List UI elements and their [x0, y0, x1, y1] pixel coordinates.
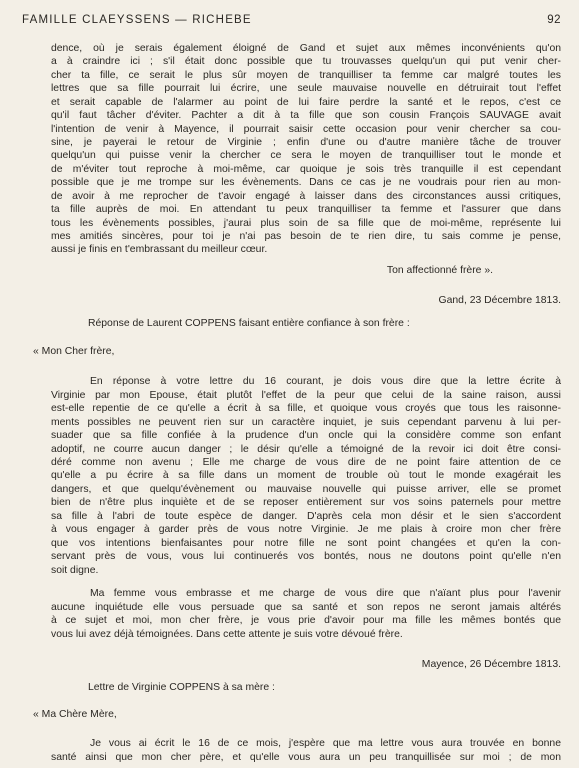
text-line: aucune inquiétude elle vous persuade que sa santé et son repos ne seront jamais altérés	[51, 602, 561, 613]
text-line: soit digne.	[51, 565, 99, 576]
text-line: Ma femme vous embrasse et me charge de vous dire que n'aïant plus pour l'avenir	[90, 588, 561, 599]
section-heading: Réponse de Laurent COPPENS faisant entière confiance à son frère :	[88, 318, 410, 329]
text-line: vous lui avez déjà témoignées. Dans cette attente je suis votre dévoué frère.	[51, 629, 403, 640]
text-line: bien de n'être plus inquiète et de se reposer entièrement sur vos soins paternels pour mettre	[51, 497, 561, 508]
running-title: FAMILLE CLAEYSSENS — RICHEBE	[22, 14, 252, 26]
letter-date: Gand, 23 Décembre 1813.	[438, 295, 561, 306]
text-line: cher ta fille, ce serait le plus sûr moyen de tranquilliser ta femme car malgré toutes les	[51, 70, 561, 81]
text-line: que vos intentions bienfaisantes pour notre fille ne sont point changées et qu'en la con-	[51, 538, 561, 549]
text-line: mes amitiés sincères, pour toi je n'ai pas besoin de te rien dire, tu sais comme je pense,	[51, 231, 561, 242]
text-line: dence, où je serais également éloigné de Gand et sujet aux mêmes inconvénients qu'on	[51, 43, 561, 54]
text-line: servant près de vous, vous lui continuerés vos bontés, nous ne doutons point qu'elle n'en	[51, 551, 561, 562]
text-line: ta fille auprès de moi. En attendant tu peux tranquilliser ta femme et l'assurer que dans	[51, 204, 561, 215]
text-line: suader que sa fille confiée à la prudence d'un oncle qui la considère comme son enfant	[51, 430, 561, 441]
text-line: est-elle repentie de ce qu'elle a écrit à sa fille, et quoique vous croyés que tous les raisonne-	[51, 403, 561, 414]
text-line: adoptif, ne courre aucun danger ; le désir qu'elle a témoigné de la revoir ici doit être consi-	[51, 444, 561, 455]
text-line: et serait capable de l'alarmer au point de lui faire perdre la santé et le repos, c'est ce	[51, 97, 561, 108]
text-line: qu'il faut tâcher d'éviter. Pachter a dit à ta fille que son cousin François SAUVAGE avait	[51, 110, 561, 121]
text-line: sine, je payerai le retour de Virginie ; enfin d'une ou d'autre manière tâche de trouver	[51, 137, 561, 148]
text-line: sa fille à l'abri de toute espèce de danger. D'après cela mon désir et le sien s'accordent	[51, 511, 561, 522]
section-heading: Lettre de Virginie COPPENS à sa mère :	[88, 682, 275, 693]
text-line: santé ainsi que mon cher père, et qu'elle vous aura un peu tranquillisée sur moi ; de mon	[51, 752, 561, 763]
text-line: tous les évènements possibles, j'aurai plus soin de sa fille que de moi-même, représente lui	[51, 218, 561, 229]
text-line: à vous engager à garder près de vous notre Virginie. Je me plais à croire mon cher frère	[51, 524, 561, 535]
letter-date: Mayence, 26 Décembre 1813.	[421, 659, 561, 670]
text-line: l'intention de venir à Mayence, il pourrait saisir cette occasion pour venir chercher sa cou-	[51, 124, 561, 135]
text-line: possible que je me trompe sur les évènements. Dans ce cas je ne voudrais pour rien au mon-	[51, 177, 561, 188]
letter-signoff: Ton affectionné frère ».	[386, 265, 493, 276]
page-header	[22, 10, 561, 30]
text-line: de m'éviter tout reproche à moi-même, car quoique je sois très tranquille il est cependant	[51, 164, 561, 175]
text-line: Je vous ai écrit le 16 de ce mois, j'espère que ma lettre vous aura trouvée en bonne	[90, 738, 561, 749]
text-line: a à craindre ici ; s'il était donc possible que tu trouvasses quelqu'un qui put venir cher-	[51, 56, 561, 67]
text-line: lettres que sa fille pourrait lui écrire, une seule mauvaise nouvelle en détruirait tout l'effet	[51, 83, 561, 94]
text-line: de avoir à me reprocher de t'avoir engagé à laisser dans des circonstances aussi critiques,	[51, 191, 561, 202]
text-line: ments possibles ne peuvent rien sur un caractère inquiet, je suis cependant parvenu à lui per-	[51, 417, 561, 428]
text-line: aussi je finis en t'embrassant du meilleur cœur.	[51, 244, 268, 255]
text-line: Virginie par mon Epouse, était plutôt l'effet de la peur que celui de la saine raison, aussi	[51, 390, 561, 401]
text-line: quelqu'un qui puisse venir la chercher ce sera le moyen de tranquilliser tout le monde et	[51, 150, 561, 161]
text-line: à ce sujet et moi, mon cher frère, je vous prie d'avoir pour ma fille les mêmes bontés que	[51, 615, 561, 626]
text-line: qu'elle a pu écrire à sa fille dans un moment de trouble où tout le monde exagérait les	[51, 470, 561, 481]
text-line: En réponse à votre lettre du 16 courant, je dois vous dire que la lettre écrite à	[90, 376, 561, 387]
page-number: 92	[547, 14, 561, 26]
text-line: dangers, et que quelqu'évènement ou mauvaise nouvelle qui puisse arriver, elle se promet	[51, 484, 561, 495]
text-line: déré comme non avenu ; Elle me charge de vous dire de ne point faire attention de ce	[51, 457, 561, 468]
letter-salutation: « Ma Chère Mère,	[33, 709, 117, 720]
letter-salutation: « Mon Cher frère,	[33, 346, 115, 357]
